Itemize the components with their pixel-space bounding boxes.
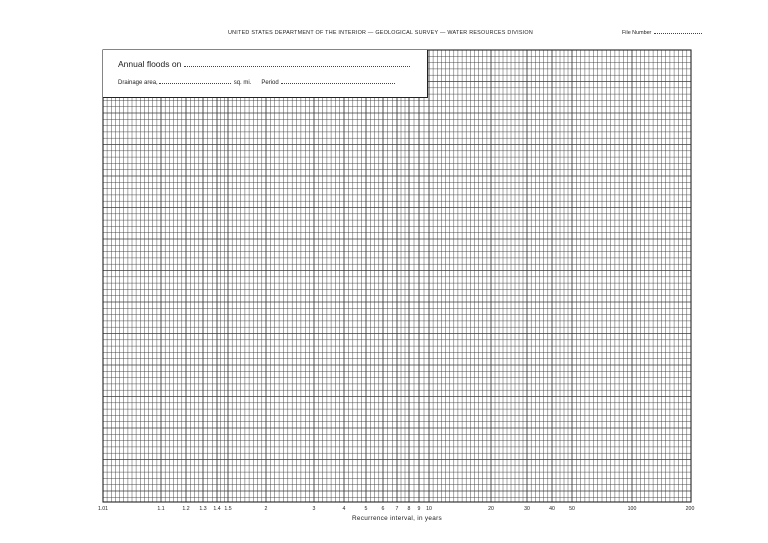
- file-number-label: File Number: [622, 30, 652, 36]
- tick-label-200: 200: [685, 506, 695, 512]
- annual-floods-label: Annual floods on: [118, 59, 182, 69]
- tick-label-9: 9: [417, 506, 421, 512]
- tick-label-20: 20: [488, 506, 494, 512]
- tick-label-2: 2: [264, 506, 268, 512]
- tick-label-1-2: 1.2: [182, 506, 190, 512]
- tick-label-1-01: 1.01: [97, 506, 109, 512]
- drainage-area-blank-line[interactable]: [159, 83, 231, 84]
- x-axis-label: Recurrence interval, in years: [351, 515, 443, 522]
- tick-label-1-5: 1.5: [224, 506, 232, 512]
- agency-title: UNITED STATES DEPARTMENT OF THE INTERIOR — GEOLOGICAL SURVEY — WATER RESOURCES DIVISION: [228, 30, 533, 36]
- tick-label-7: 7: [395, 506, 399, 512]
- tick-label-30: 30: [524, 506, 530, 512]
- tick-label-40: 40: [549, 506, 555, 512]
- period-blank-line[interactable]: [281, 83, 395, 84]
- tick-label-100: 100: [627, 506, 637, 512]
- tick-label-4: 4: [342, 506, 346, 512]
- tick-label-1-4: 1.4: [213, 506, 221, 512]
- tick-label-1-3: 1.3: [199, 506, 207, 512]
- tick-label-3: 3: [312, 506, 316, 512]
- annual-floods-field[interactable]: [118, 59, 410, 69]
- drainage-area-label: Drainage area,: [118, 80, 158, 86]
- tick-label-10: 10: [426, 506, 432, 512]
- tick-label-5: 5: [364, 506, 368, 512]
- drainage-period-row: [118, 80, 395, 86]
- title-box: [103, 50, 428, 98]
- period-label: Period: [261, 80, 279, 86]
- tick-label-8: 8: [407, 506, 411, 512]
- tick-label-1-1: 1.1: [157, 506, 165, 512]
- tick-label-6: 6: [381, 506, 385, 512]
- annual-floods-blank-line[interactable]: [184, 66, 410, 67]
- sq-mi-label: sq. mi.: [233, 80, 252, 86]
- tick-label-50: 50: [569, 506, 575, 512]
